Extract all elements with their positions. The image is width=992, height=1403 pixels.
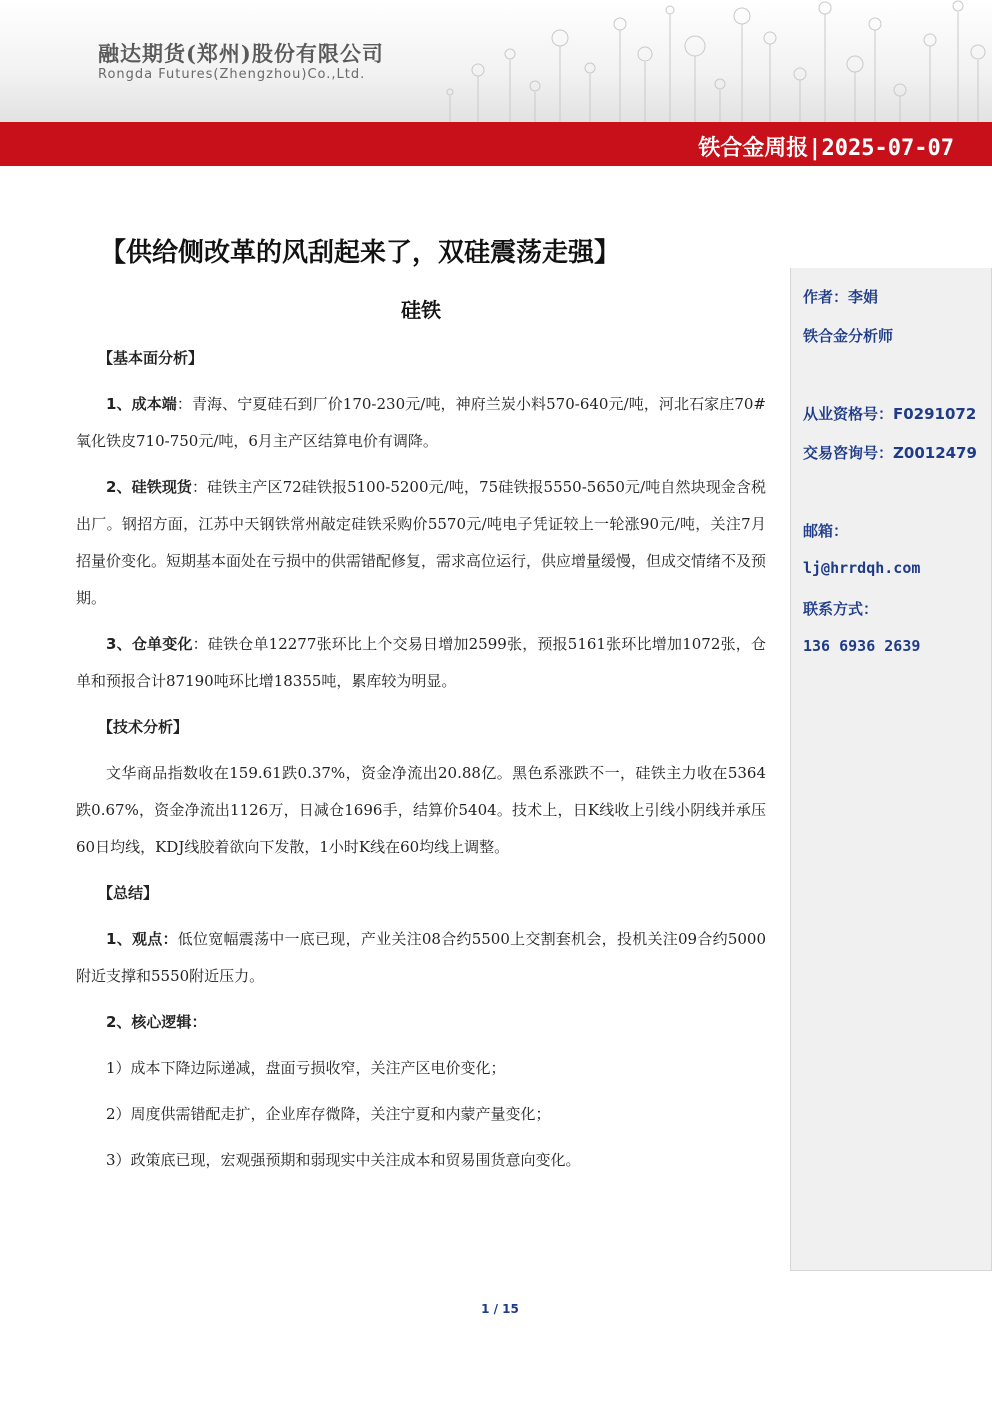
cost-text: ：青海、宁夏硅石到厂价170-230元/吨，神府兰炭小料570-640元/吨，河北石家庄70#氧化铁皮710-750元/吨，6月主产区结算电价有调降。 — [76, 395, 767, 450]
view-text: 低位宽幅震荡中一底已现，产业关注08合约5500上交割套机会，投机关注09合约5000附近支撑和5550附近压力。 — [76, 930, 767, 985]
view-paragraph — [76, 921, 766, 995]
email-address[interactable]: lj@hrrdqh.com — [803, 559, 921, 577]
contact-label: 联系方式： — [803, 600, 879, 618]
report-title: 铁合金周报|2025-07-07 — [698, 136, 954, 161]
warehouse-text: ：硅铁仓单12277张环比上个交易日增加2599张，预报5161张环比增加1072张，仓单和预报合计87190吨环比增18355吨，累库较为明显。 — [76, 635, 766, 690]
cost-label: 1、成本端 — [106, 395, 177, 413]
logic-heading: 2、核心逻辑： — [106, 1013, 207, 1031]
spot-paragraph — [76, 469, 766, 617]
company-name-cn: 融达期货(郑州)股份有限公司 — [98, 41, 384, 66]
header-decoration — [430, 0, 992, 122]
phone-number: 136 6936 2639 — [803, 637, 921, 655]
technical-paragraph: 文华商品指数收在159.61跌0.37%，资金净流出20.88亿。黑色系涨跌不一，硅铁主力收在5364跌0.67%，资金净流出1126万，日减仓1696手，结算价5404。技术上，日K线收上引线小阴线并承压60日均线，KDJ线胶着欲向下发散，1小时K线在60均线上调整。 — [76, 764, 766, 856]
spot-label: 2、硅铁现货 — [106, 478, 193, 496]
author-role: 铁合金分析师 — [803, 327, 894, 345]
qualification-number: 从业资格号：F0291072 — [803, 405, 977, 423]
summary-heading: 【总结】 — [98, 884, 159, 902]
logic-item: 2）周度供需错配走扩，企业库存微降，关注宁夏和内蒙产量变化； — [106, 1105, 551, 1123]
logic-item: 1）成本下降边际递减，盘面亏损收窄，关注产区电价变化； — [106, 1059, 506, 1077]
report-body — [76, 340, 766, 1188]
spot-text: ：硅铁主产区72硅铁报5100-5200元/吨，75硅铁报5550-5650元/吨自然块现金含税出厂。钢招方面，江苏中天钢铁常州敲定硅铁采购价5570元/吨电子凭证较上一轮涨90元/吨，关注7月招量价变化。短期基本面处在亏损中的供需错配修复，需求高位运行，供应增量缓慢，但成交情绪不及预期。 — [76, 478, 767, 607]
cost-paragraph — [76, 386, 766, 460]
fundamental-heading: 【基本面分析】 — [98, 349, 204, 367]
warehouse-label: 3、仓单变化 — [106, 635, 193, 653]
logic-item: 3）政策底已现，宏观强预期和弱现实中关注成本和贸易围货意向变化。 — [106, 1151, 581, 1169]
company-name-en: Rongda Futures(Zhengzhou)Co.,Ltd. — [98, 67, 366, 82]
sub-title: 硅铁 — [401, 298, 441, 322]
page-number: 1 / 15 — [481, 1302, 519, 1316]
view-label: 1、观点： — [106, 930, 178, 948]
warehouse-paragraph — [76, 626, 766, 700]
author-name: 作者：李娟 — [803, 288, 879, 306]
main-title: 【供给侧改革的风刮起来了，双硅震荡走强】 — [100, 238, 621, 268]
technical-heading: 【技术分析】 — [98, 718, 189, 736]
email-label: 邮箱： — [803, 522, 849, 540]
consult-number: 交易咨询号：Z0012479 — [803, 444, 977, 462]
